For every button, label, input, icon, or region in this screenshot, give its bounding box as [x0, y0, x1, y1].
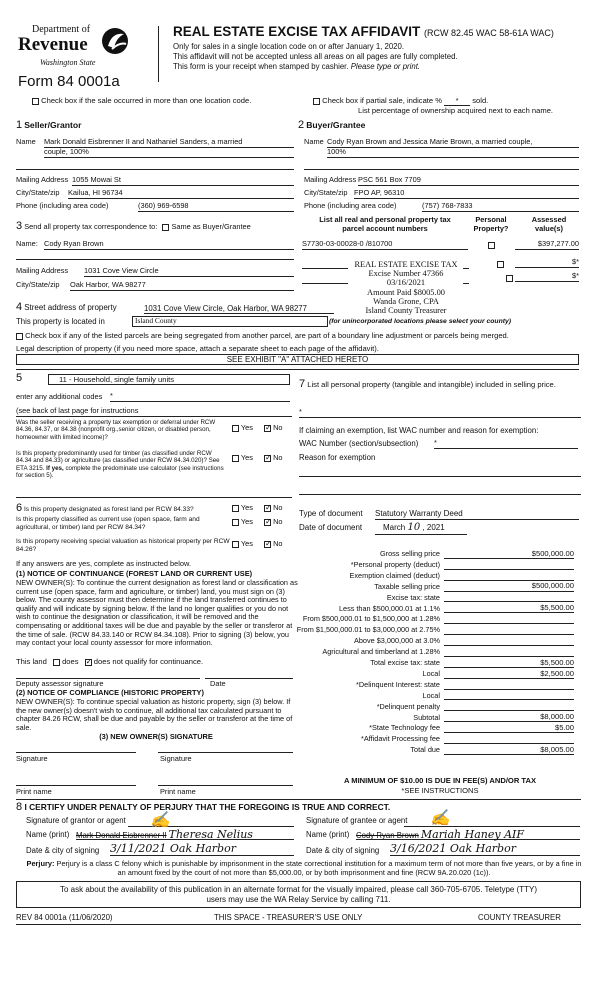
- dept-line3: Washington State: [40, 58, 96, 67]
- calc-row-value[interactable]: [444, 645, 574, 646]
- calc-row: [296, 635, 580, 646]
- wa-logo-icon: [100, 26, 130, 56]
- yes-label: Yes: [240, 539, 253, 548]
- calc-row: [296, 559, 580, 570]
- owner-print-label-1: Print name: [16, 787, 52, 796]
- parcel-1-field[interactable]: S7730-03-00028-0 /810700: [302, 240, 468, 250]
- doc-type-label: Type of document: [299, 509, 363, 518]
- grantee-name-typed: Cody Ryan Brown: [356, 831, 419, 840]
- certify-heading: [16, 801, 390, 814]
- multi-location-check[interactable]: [32, 96, 251, 105]
- exemption-label: If claiming an exemption, list WAC number and reason for exemption:: [299, 426, 539, 435]
- section-5-num: 5: [16, 372, 23, 384]
- buyer-phone-label: Phone (including area code): [304, 201, 397, 210]
- doc-date-day: 10: [407, 522, 421, 533]
- stamp-line6: Island County Treasurer: [365, 306, 447, 316]
- sec6-q1-no[interactable]: [264, 504, 283, 513]
- sec6-q3-no-checkbox[interactable]: [264, 541, 271, 548]
- parcel-h1: List all real and personal property tax: [319, 215, 451, 224]
- seller-title: Seller/Grantor: [24, 120, 82, 130]
- sec6-q1-no-checkbox[interactable]: [264, 505, 271, 512]
- header-line3-b: Please type or print.: [350, 62, 421, 71]
- calc-row-label: From $500,000.01 to $1,500,000 at 1.28%: [302, 614, 440, 624]
- calc-row-label: Total due: [410, 745, 440, 755]
- personal-property-field[interactable]: *: [299, 408, 581, 418]
- partial-sale-checkbox[interactable]: [313, 98, 320, 105]
- calc-row: [296, 690, 580, 701]
- corr-city-label: City/State/zip: [16, 280, 60, 289]
- section-3-num: 3: [16, 220, 23, 232]
- sec6-if-any: If any answers are yes, complete as instructed below.: [16, 559, 191, 568]
- buyer-mail-label: Mailing Address: [304, 175, 357, 184]
- grantee-name-hand: Mariah Haney AIF: [420, 828, 525, 841]
- stamp-line2: Excise Number 47366: [368, 269, 444, 279]
- calc-row-label: Total excise tax: state: [370, 658, 440, 668]
- calc-row: [296, 668, 580, 679]
- see-back-label: (see back of last page for instructions: [16, 406, 139, 415]
- assessed-header: [517, 216, 581, 234]
- additional-codes-label: enter any additional codes: [16, 392, 103, 401]
- buyer-title: Buyer/Grantee: [306, 120, 366, 130]
- corr-city-field[interactable]: Oak Harbor, WA 98277: [70, 281, 294, 291]
- calc-row-value[interactable]: [444, 689, 574, 690]
- certify-text: I CERTIFY UNDER PENALTY OF PERJURY THAT THE FOREGOING IS TRUE AND CORRECT.: [24, 802, 391, 812]
- sec5-q2-yes[interactable]: [232, 454, 253, 463]
- parcel-2-personal-checkbox[interactable]: [497, 261, 504, 268]
- street-field[interactable]: 1031 Cove View Circle, Oak Harbor, WA 98277: [144, 304, 334, 314]
- boundary-check[interactable]: [16, 331, 509, 340]
- calc-row-label: Local: [422, 690, 440, 700]
- deputy-date-label: Date: [210, 679, 226, 688]
- calc-row-label: *Personal property (deduct): [350, 560, 440, 570]
- calc-row-label: *State Technology fee: [369, 723, 440, 733]
- buyer-city-label: City/State/zip: [304, 188, 348, 197]
- owner-sig-label-2: Signature: [160, 754, 192, 763]
- sec6-q2-no[interactable]: [264, 518, 283, 527]
- calc-table: [296, 548, 580, 755]
- sec6-q1-yes[interactable]: [232, 504, 253, 513]
- doc-date-field[interactable]: [375, 522, 467, 535]
- sec6-q1: [16, 502, 230, 515]
- correspondence-label: Send all property tax correspondence to:: [24, 222, 158, 231]
- parcel-3-personal-checkbox[interactable]: [506, 275, 513, 282]
- grantor-date-label: Date & city of signing: [26, 846, 100, 855]
- notice1-body: NEW OWNER(S): To continue the current designation as forest land or classification as current use (open space, farm and agriculture, or timber) land, you must sign on (3) below. The county assessor must then determine if the land transferred continues to qualify and will indicate by signing below. If the land no longer qualifies or you do not wish to continue the designation or classification, it will be removed and the compensating or additional taxes will be due and payable by the seller or transferor at the time of sale. (RCW 84.33.140 or RCW 84.34.108). Prior to signing (3) below, you may contact your local county assessor for more information.: [16, 578, 298, 648]
- wac-label: WAC Number (section/subsection): [299, 439, 419, 448]
- sec7-heading: [299, 378, 581, 391]
- calc-row-value[interactable]: [444, 699, 574, 700]
- located-label: This property is located in: [16, 317, 105, 326]
- parcel-header: [302, 216, 468, 234]
- section-1-num: 1: [16, 119, 23, 131]
- parcel-h2: Personal: [475, 215, 507, 224]
- no-label: No: [273, 517, 283, 526]
- same-as-buyer-checkbox[interactable]: [162, 224, 169, 231]
- calc-row-label: Gross selling price: [379, 549, 440, 559]
- legal-description-field[interactable]: SEE EXHIBIT "A" ATTACHED HERETO: [16, 354, 579, 365]
- stamp-line5: Wanda Grone, CPA: [373, 296, 439, 306]
- calc-row: [296, 581, 580, 592]
- no-label: No: [273, 503, 283, 512]
- parcel-h3: Assessed: [531, 215, 567, 224]
- sec5-q2-ifyes: If yes,: [46, 464, 64, 472]
- sec5-q1-no-checkbox[interactable]: [264, 425, 271, 432]
- buyer-name-label: Name: [304, 137, 324, 146]
- street-heading: [16, 301, 117, 314]
- calc-row-value[interactable]: [444, 569, 574, 570]
- parcel-2-value[interactable]: $*: [515, 258, 579, 268]
- grantor-sig-label: Signature of grantor or agent: [26, 816, 126, 825]
- calc-row-value[interactable]: $500,000.00: [444, 581, 574, 591]
- calc-row: [296, 570, 580, 581]
- partial-list-note: List percentage of ownership acquired next to each name.: [358, 106, 554, 115]
- sec5-q2: [16, 450, 228, 480]
- seller-name-field[interactable]: Mark Donald Eisbrenner II and Nathaniel Sanders, a married: [44, 138, 294, 148]
- sec7-label: List all personal property (tangible and intangible) included in selling price.: [307, 380, 556, 389]
- calc-row: [296, 657, 580, 668]
- land-use-code-select[interactable]: [48, 374, 290, 385]
- seller-phone-field[interactable]: (360) 969-6598: [138, 202, 294, 212]
- seller-phone-label: Phone (including area code): [16, 201, 109, 210]
- sec6-q2: Is this property classified as current use (open space, farm and agricultural, or timber) land per RCW 84.34?: [16, 516, 200, 531]
- header-line3: [173, 62, 420, 71]
- form-title: [173, 24, 554, 40]
- footer-rev: REV 84 0001a (11/06/2020): [16, 913, 113, 922]
- doc-type-field[interactable]: Statutory Warranty Deed: [375, 509, 579, 520]
- calc-row-label: Taxable selling price: [374, 581, 440, 591]
- land-does-not-label: does not qualify for continuance.: [93, 657, 204, 666]
- sec6-q3-yes[interactable]: [232, 540, 253, 549]
- footer-space: THIS SPACE - TREASURER'S USE ONLY: [214, 913, 363, 922]
- sec6-q2-yes-checkbox[interactable]: [232, 519, 239, 526]
- grantor-name-typed: Mark Donald Eisbrenner II: [76, 831, 167, 840]
- calc-row-label: *Delinquent penalty: [376, 701, 440, 711]
- partial-pct-field[interactable]: *: [444, 96, 470, 106]
- grantee-name-label: Name (print): [306, 830, 350, 839]
- calc-row: [296, 700, 580, 711]
- doc-date-month: March: [383, 523, 406, 532]
- no-label: No: [273, 453, 283, 462]
- calc-row-label: Agricultural and timberland at 1.28%: [322, 647, 440, 657]
- seller-section-heading: [16, 119, 82, 132]
- corr-name-label: Name:: [16, 239, 38, 248]
- minimum-note: A MINIMUM OF $10.00 IS DUE IN FEE(S) AND/OR TAX: [343, 776, 537, 785]
- parcel-h3b: value(s): [535, 223, 563, 233]
- doc-date-year: , 2021: [422, 523, 445, 532]
- calc-row-label: From $1,500,000.01 to $3,000,000 at 2.75%: [296, 625, 440, 635]
- seller-name-label: Name: [16, 137, 36, 146]
- grantee-signature[interactable]: ✍: [430, 808, 450, 827]
- sec5-q1-yes-checkbox[interactable]: [232, 425, 239, 432]
- sec6-q2-yes[interactable]: [232, 518, 253, 527]
- notice2-title: (2) NOTICE OF COMPLIANCE (HISTORIC PROPERTY): [16, 688, 204, 697]
- section-8-num: 8: [16, 801, 23, 813]
- sec6-q2-no-checkbox[interactable]: [264, 519, 271, 526]
- sec5-q2-text: Is this property predominantly used for timber (as classified under RCW 84.34 and 84.33) or agriculture (as classified under RCW 84.34.020)? See ETA 3215.: [16, 450, 220, 472]
- calc-row-value[interactable]: [444, 623, 574, 624]
- sec5-q2-no-checkbox[interactable]: [264, 455, 271, 462]
- calc-row: [296, 613, 580, 624]
- land-does-checkbox[interactable]: [53, 659, 60, 666]
- perjury-note: [26, 860, 582, 878]
- buyer-section-heading: [298, 119, 365, 132]
- parcel-3-value[interactable]: $*: [515, 272, 579, 282]
- land-does-not-checkbox[interactable]: [85, 659, 92, 666]
- calc-row: [296, 592, 580, 603]
- seller-name-field-2[interactable]: couple, 100%: [44, 148, 294, 158]
- header-line3-a: This form is your receipt when stamped by cashier.: [173, 62, 349, 71]
- sec5-q1-no[interactable]: [264, 424, 283, 433]
- seller-mail-label: Mailing Address: [16, 175, 69, 184]
- header-line2: This affidavit will not be accepted unless all areas on all pages are fully completed.: [173, 52, 458, 61]
- boundary-label: Check box if any of the listed parcels are being segregated from another parcel, are part of a boundary line adjustment or parcels being merged.: [25, 331, 509, 340]
- sec6-q3-no[interactable]: [264, 540, 283, 549]
- notice3-title: (3) NEW OWNER(S) SIGNATURE: [99, 732, 213, 741]
- calc-row: [296, 744, 580, 755]
- doc-date-label: Date of document: [299, 523, 363, 532]
- dept-line2: Revenue: [18, 34, 88, 55]
- calc-row-value[interactable]: $8,005.00: [444, 745, 574, 755]
- notice2-body: NEW OWNER(S): To continue special valuation as historic property, sign (3) below. If the new owner(s) doesn't wish to continue, all additional tax calculated pursuant to chapter 84.26 RCW, shall be due and payable by the seller or transferor at the time of sale.: [16, 697, 293, 732]
- section-2-num: 2: [298, 119, 305, 131]
- calc-row-value[interactable]: $8,000.00: [444, 712, 574, 722]
- grantee-sig-label: Signature of grantee or agent: [306, 816, 408, 825]
- calc-row-label: *Delinquent Interest: state: [356, 679, 440, 689]
- calc-row-label: Local: [422, 668, 440, 678]
- alt-format-note: To ask about the availability of this publication in an alternate format for the visually impaired, please call 360-705-6705. Teletype (TTY) users may use the WA Relay Service by calling 711.: [16, 881, 581, 908]
- buyer-name-field-2[interactable]: 100%: [327, 148, 579, 158]
- grantor-name-label: Name (print): [26, 830, 70, 839]
- calc-row-value[interactable]: $5.00: [444, 723, 574, 733]
- title-ref: (RCW 82.45 WAC 58-61A WAC): [424, 28, 554, 38]
- owner-print-label-2: Print name: [160, 787, 196, 796]
- footer-county: COUNTY TREASURER: [478, 913, 561, 922]
- reason-label: Reason for exemption: [299, 453, 376, 462]
- buyer-name-field[interactable]: Cody Ryan Brown and Jessica Marie Brown, a married couple,: [327, 138, 579, 148]
- parcel-h1b: parcel account numbers: [342, 223, 428, 233]
- perjury-label: Perjury:: [26, 859, 55, 868]
- section-7-num: 7: [299, 378, 306, 390]
- calc-row-label: Less than $500,000.01 at 1.1%: [338, 603, 440, 613]
- section-6-num: 6: [16, 502, 23, 514]
- dept-line1: Department of: [32, 24, 91, 35]
- grantor-signature[interactable]: ✍: [150, 810, 170, 829]
- header-line1: Only for sales in a single location code on or after January 1, 2020.: [173, 42, 405, 51]
- buyer-phone-field[interactable]: (757) 768-7833: [422, 202, 579, 212]
- partial-sale-label: Check box if partial sale, indicate %: [322, 96, 442, 105]
- no-label: No: [273, 539, 283, 548]
- sec6-q3-yes-checkbox[interactable]: [232, 541, 239, 548]
- sec5-q2-no[interactable]: [264, 454, 283, 463]
- yes-label: Yes: [240, 423, 253, 432]
- grantee-date-field[interactable]: 3/16/2021 Oak Harbor: [390, 842, 580, 856]
- calc-row-label: Subtotal: [413, 712, 440, 722]
- stamp-line1: REAL ESTATE EXCISE TAX: [354, 260, 458, 269]
- unincorporated-note: (for unincorporated locations please select your county): [329, 318, 512, 325]
- section-4-num: 4: [16, 301, 23, 313]
- calc-row-label: Above $3,000,000 at 3.0%: [353, 636, 440, 646]
- legal-label: Legal description of property (if you need more space, attach a separate sheet to each page of the affidavit).: [16, 344, 379, 353]
- no-label: No: [273, 423, 283, 432]
- owner-sig-label-1: Signature: [16, 754, 48, 763]
- calc-row-value[interactable]: [444, 634, 574, 635]
- perjury-text: Perjury is a class C felony which is punishable by imprisonment in the state correctional institution for a maximum term of not more than five years, or by a fine in an amount fixed by the court of not more than $5,000.00, or by both imprisonment and fine (RCW 9A.20.020 (1c)).: [56, 859, 582, 877]
- buyer-mail-field[interactable]: PSC 561 Box 7709: [358, 176, 579, 186]
- grantor-name-field[interactable]: [76, 828, 294, 840]
- deputy-sig-label: Deputy assessor signature: [16, 679, 104, 688]
- grantee-name-field[interactable]: [356, 828, 580, 840]
- county-select[interactable]: [132, 316, 328, 327]
- partial-sale-check[interactable]: [313, 96, 488, 106]
- calc-row-label: *Affidavit Processing fee: [361, 734, 440, 744]
- stamp-line3: 03/16/2021: [386, 278, 426, 288]
- sec6-q1-text: Is this property designated as forest land per RCW 84.33?: [23, 506, 194, 513]
- corr-mail-field[interactable]: 1031 Cove View Circle: [84, 267, 294, 277]
- grantor-name-hand: Theresa Nelius: [168, 828, 253, 841]
- treasurer-stamp: [344, 260, 468, 315]
- seller-city-field[interactable]: Kailua, HI 96734: [68, 189, 294, 199]
- land-use-code-value: 11 - Household, single family units: [59, 375, 175, 384]
- calc-row: [296, 679, 580, 690]
- see-instructions: *SEE INSTRUCTIONS: [401, 786, 479, 795]
- boundary-checkbox[interactable]: [16, 333, 23, 340]
- calc-row-label: Excise tax: state: [386, 592, 440, 602]
- calc-rows: [296, 548, 580, 755]
- sec5-q2-calc: complete the predominate use calculator (see instructions for section 5).: [16, 464, 224, 480]
- calc-row-value[interactable]: $2,500.00: [444, 669, 574, 679]
- calc-row-value[interactable]: $500,000.00: [444, 549, 574, 559]
- form-number: Form 84 0001a: [18, 73, 120, 90]
- street-label: Street address of property: [24, 303, 117, 312]
- personal-header: [467, 216, 515, 234]
- correspondence-heading: [16, 220, 251, 233]
- buyer-city-field[interactable]: FPO AP, 96310: [354, 189, 579, 199]
- corr-mail-label: Mailing Address: [16, 266, 69, 275]
- grantor-date-field[interactable]: 3/11/2021 Oak Harbor: [110, 842, 294, 856]
- dor-logo: [18, 22, 133, 72]
- continuance-row: [16, 657, 203, 666]
- land-does-label: does: [62, 657, 79, 666]
- sec6-q1-yes-checkbox[interactable]: [232, 505, 239, 512]
- calc-row: [296, 624, 580, 635]
- yes-label: Yes: [240, 453, 253, 462]
- sec6-q3: Is this property receiving special valuation as historical property per RCW 84.26?: [16, 538, 230, 553]
- parcel-h2b: Property?: [473, 223, 509, 233]
- yes-label: Yes: [240, 517, 253, 526]
- notice1-title: (1) NOTICE OF CONTINUANCE (FOREST LAND OR CURRENT USE): [16, 569, 253, 578]
- yes-label: Yes: [240, 503, 253, 512]
- calc-row: [296, 602, 580, 613]
- sec5-q2-yes-checkbox[interactable]: [232, 455, 239, 462]
- same-as-buyer-label: Same as Buyer/Grantee: [171, 222, 251, 231]
- corr-name-field[interactable]: Cody Ryan Brown: [44, 240, 294, 250]
- parcel-1-value[interactable]: $397,277.00: [515, 240, 579, 250]
- seller-mail-field[interactable]: 1055 Mowai St: [72, 176, 294, 186]
- seller-city-label: City/State/zip: [16, 188, 60, 197]
- calc-row: [296, 722, 580, 733]
- county-select-value: Island County: [135, 316, 177, 325]
- grantee-date-label: Date & city of signing: [306, 846, 380, 855]
- calc-row: [296, 733, 580, 744]
- title-text: REAL ESTATE EXCISE TAX AFFIDAVIT: [173, 24, 421, 39]
- stamp-line4: Amount Paid $8005.00: [367, 287, 445, 297]
- calc-row: [296, 646, 580, 657]
- calc-row: [296, 548, 580, 559]
- additional-codes-field[interactable]: *: [110, 392, 290, 402]
- partial-sold-label: sold.: [472, 96, 489, 105]
- calc-row-value[interactable]: $5,500.00: [444, 658, 574, 668]
- calc-row-value[interactable]: $5,500.00: [444, 603, 574, 613]
- wac-field[interactable]: *: [434, 439, 578, 449]
- multi-location-label: Check box if the sale occurred in more than one location code.: [41, 96, 252, 105]
- calc-row: [296, 711, 580, 722]
- land-label: This land: [16, 657, 47, 666]
- calc-row-label: Exemption claimed (deduct): [349, 570, 440, 580]
- sec5-q1-yes[interactable]: [232, 424, 253, 433]
- multi-location-checkbox[interactable]: [32, 98, 39, 105]
- parcel-1-personal-checkbox[interactable]: [488, 242, 495, 249]
- sec5-q1: Was the seller receiving a property tax exemption or deferral under RCW 84.36, 84.37, or 84.38 (nonprofit org.,senior citizen, or disabled person, homeowner with limited income)?: [16, 419, 216, 441]
